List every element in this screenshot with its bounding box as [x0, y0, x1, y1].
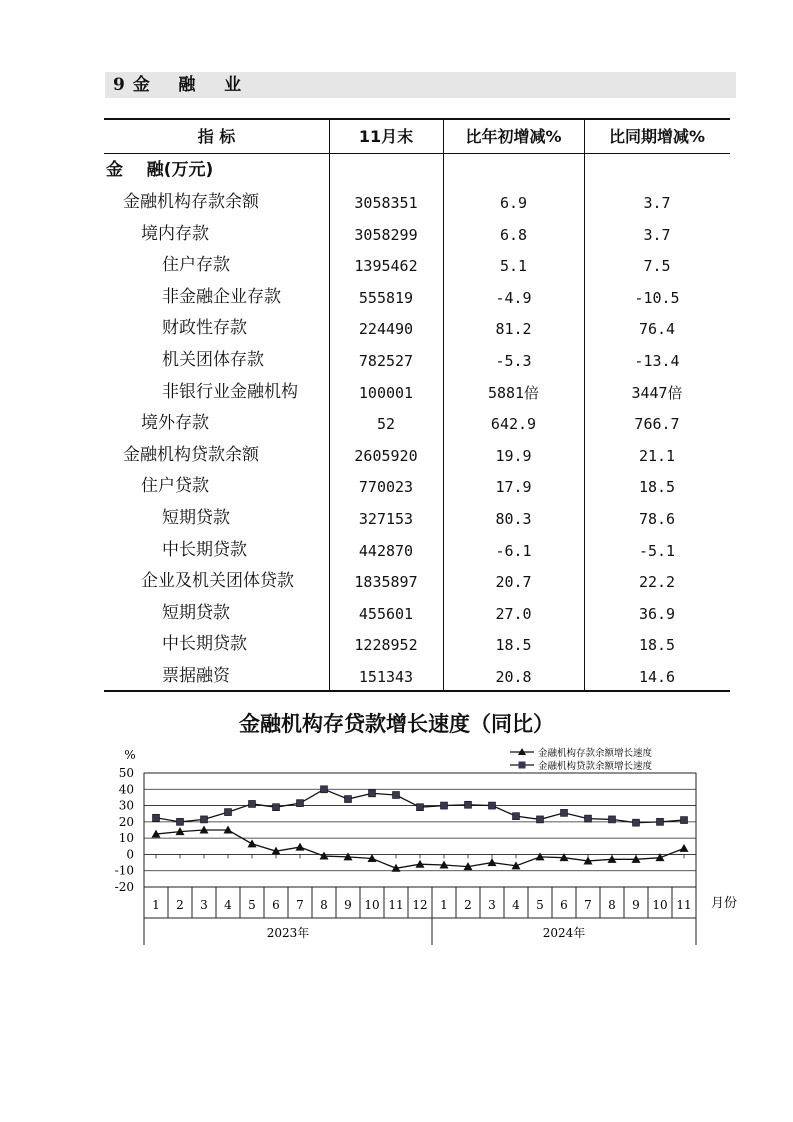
- row-value-v3: 18.5: [638, 478, 676, 497]
- column-header: 比年初增减%: [465, 127, 562, 146]
- legend-marker: [519, 762, 526, 769]
- row-value-v2: 19.9: [495, 446, 532, 465]
- loan-point: [681, 817, 688, 824]
- deposit-point: [176, 827, 185, 835]
- deposit-point: [512, 861, 521, 869]
- loan-point: [489, 802, 496, 809]
- x-tick-label: 9: [344, 898, 352, 912]
- row-value-v3: -13.4: [634, 352, 680, 370]
- row-value-v2: 6.8: [499, 225, 528, 244]
- deposit-point: [248, 839, 257, 847]
- deposit-point: [152, 830, 161, 838]
- loan-point: [609, 816, 616, 823]
- loan-point: [249, 800, 256, 807]
- x-tick-label: 3: [488, 898, 496, 912]
- loan-point: [153, 814, 160, 821]
- row-value-v2: 20.7: [495, 573, 532, 592]
- row-value-v1: 52: [376, 415, 396, 434]
- y-axis-label: %: [124, 748, 136, 762]
- x-axis-label: 月份: [710, 896, 738, 911]
- column-header: 指 标: [197, 127, 236, 146]
- row-value-v1: 151343: [358, 668, 414, 686]
- loan-point: [657, 818, 664, 825]
- row-label: 企业及机关团体贷款: [141, 571, 294, 592]
- loan-point: [393, 791, 400, 798]
- row-label: 住户贷款: [141, 476, 209, 497]
- row-value-v3: -10.5: [634, 288, 680, 307]
- table-header-rule: [104, 153, 730, 154]
- row-value-v1: 782527: [358, 352, 414, 370]
- loan-point: [417, 804, 424, 811]
- loan-point: [297, 800, 304, 807]
- row-value-v3: 22.2: [638, 573, 676, 592]
- year-label: 2024年: [542, 926, 586, 940]
- x-tick-label: 4: [512, 898, 520, 912]
- x-tick-label: 11: [388, 898, 404, 912]
- deposit-point: [584, 856, 593, 864]
- loan-point: [225, 809, 232, 816]
- loan-point: [369, 790, 376, 797]
- legend-marker: [518, 748, 526, 755]
- row-value-v3: 3.7: [643, 225, 671, 244]
- row-label: 金融机构贷款余额: [123, 444, 259, 465]
- x-tick-label: 7: [584, 898, 592, 912]
- deposit-point: [320, 852, 329, 860]
- chart-title: 金融机构存贷款增长速度（同比）: [239, 712, 554, 736]
- row-value-v3: 14.6: [638, 668, 676, 686]
- row-label: 财政性存款: [162, 318, 247, 339]
- deposit-point: [536, 852, 545, 860]
- x-tick-label: 11: [676, 898, 692, 912]
- row-value-v2: 18.5: [495, 636, 532, 655]
- row-label: 非金融企业存款: [162, 286, 281, 307]
- loan-point: [441, 802, 448, 809]
- row-value-v1: 327153: [358, 510, 414, 528]
- series-line: [156, 789, 684, 822]
- plot-frame: [144, 773, 696, 887]
- deposit-point: [440, 861, 449, 869]
- deposit-point: [560, 853, 569, 861]
- x-tick-label: 10: [364, 898, 380, 912]
- row-value-v2: 5881倍: [487, 383, 540, 402]
- row-value-v1: 442870: [358, 541, 414, 560]
- row-value-v2: 81.2: [495, 320, 532, 339]
- deposit-point: [656, 853, 665, 861]
- loan-point: [465, 801, 472, 808]
- row-label: 非银行业金融机构: [162, 381, 298, 402]
- row-value-v2: 17.9: [495, 478, 532, 497]
- row-value-v1: 1228952: [354, 636, 418, 655]
- deposit-point: [488, 858, 497, 866]
- x-tick-label: 6: [272, 898, 280, 912]
- x-tick-label: 8: [608, 898, 616, 912]
- row-value-v1: 770023: [358, 478, 414, 497]
- row-value-v2: 642.9: [490, 415, 537, 434]
- row-value-v3: 18.5: [638, 636, 676, 655]
- loan-point: [585, 815, 592, 822]
- table-bottom-rule: [104, 690, 730, 692]
- row-value-v1: 1835897: [354, 573, 418, 592]
- row-value-v2: -5.3: [495, 352, 532, 370]
- row-label: 境内存款: [141, 223, 209, 244]
- x-tick-label: 12: [412, 898, 428, 912]
- row-label: 中长期贷款: [162, 539, 247, 560]
- row-value-v1: 3058299: [354, 225, 418, 244]
- y-tick-label: 10: [118, 831, 134, 846]
- column-header: 11月末: [358, 127, 414, 146]
- deposit-point: [272, 847, 281, 855]
- group-title: 金 融(万元): [106, 160, 214, 180]
- row-value-v2: -4.9: [495, 288, 532, 307]
- row-label: 短期贷款: [162, 602, 230, 623]
- loan-point: [177, 818, 184, 825]
- loan-point: [273, 804, 280, 811]
- loan-point: [513, 813, 520, 820]
- row-label: 金融机构存款余额: [123, 192, 259, 212]
- row-label: 住户存款: [162, 255, 230, 276]
- row-label: 境外存款: [141, 413, 209, 434]
- loan-point: [561, 809, 568, 816]
- row-value-v3: 21.1: [638, 446, 676, 465]
- y-tick-label: 0: [126, 847, 134, 862]
- row-value-v1: 100001: [358, 383, 414, 402]
- row-value-v1: 3058351: [354, 194, 418, 212]
- y-tick-label: -10: [114, 863, 134, 878]
- row-value-v3: 766.7: [634, 415, 680, 434]
- x-tick-label: 3: [200, 898, 208, 912]
- y-tick-label: 50: [118, 766, 134, 780]
- x-tick-label: 2: [464, 898, 472, 912]
- loan-point: [537, 816, 544, 823]
- x-tick-label: 4: [224, 898, 232, 912]
- loan-point: [633, 819, 640, 826]
- deposit-point: [224, 826, 233, 834]
- row-value-v1: 455601: [358, 604, 414, 623]
- x-tick-label: 5: [248, 898, 256, 912]
- row-label: 中长期贷款: [162, 634, 247, 655]
- row-value-v3: -5.1: [638, 541, 676, 560]
- deposit-point: [392, 864, 401, 872]
- deposit-point: [344, 852, 353, 860]
- row-value-v1: 555819: [358, 288, 414, 307]
- deposit-point: [464, 862, 473, 870]
- x-tick-label: 5: [536, 898, 544, 912]
- row-value-v3: 3447倍: [631, 383, 683, 402]
- deposit-point: [632, 855, 641, 863]
- deposit-point: [416, 860, 425, 868]
- y-tick-label: -20: [114, 880, 134, 894]
- deposit-point: [200, 826, 209, 834]
- legend-label: 金融机构贷款余额增长速度: [538, 761, 653, 772]
- x-tick-label: 1: [440, 898, 448, 912]
- row-value-v3: 7.5: [643, 257, 671, 276]
- loan-point: [321, 786, 328, 793]
- deposit-point: [296, 843, 305, 851]
- y-tick-label: 40: [118, 782, 134, 797]
- x-tick-label: 6: [560, 898, 568, 912]
- row-value-v2: -6.1: [495, 541, 532, 560]
- row-value-v3: 36.9: [638, 604, 676, 623]
- row-label: 票据融资: [162, 666, 230, 686]
- deposit-point: [608, 855, 617, 863]
- section-title: 9 金 融 业: [105, 72, 736, 98]
- x-tick-label: 10: [652, 898, 668, 912]
- row-value-v2: 5.1: [499, 257, 528, 276]
- year-label: 2023年: [266, 926, 310, 940]
- row-label: 机关团体存款: [162, 350, 264, 370]
- deposit-point: [680, 844, 689, 852]
- deposit-point: [368, 854, 377, 862]
- loan-point: [345, 796, 352, 803]
- column-header: 比同期增减%: [608, 127, 706, 146]
- y-tick-label: 20: [118, 814, 134, 829]
- row-value-v2: 20.8: [495, 668, 532, 686]
- row-value-v2: 80.3: [495, 510, 532, 528]
- row-value-v3: 78.6: [638, 510, 676, 528]
- x-tick-label: 7: [296, 898, 304, 912]
- x-tick-label: 1: [152, 898, 160, 912]
- x-tick-label: 8: [320, 898, 328, 912]
- row-value-v1: 224490: [358, 320, 414, 339]
- row-value-v1: 2605920: [354, 446, 418, 465]
- x-tick-label: 9: [632, 898, 640, 912]
- row-value-v2: 6.9: [499, 194, 528, 212]
- row-value-v2: 27.0: [495, 604, 532, 623]
- series-line: [156, 830, 684, 868]
- y-tick-label: 30: [118, 798, 134, 813]
- row-value-v3: 3.7: [643, 194, 671, 212]
- row-value-v1: 1395462: [354, 257, 418, 276]
- x-tick-label: 2: [176, 898, 184, 912]
- legend-label: 金融机构存款余额增长速度: [538, 748, 653, 759]
- loan-point: [201, 816, 208, 823]
- row-label: 短期贷款: [162, 508, 230, 528]
- row-value-v3: 76.4: [638, 320, 676, 339]
- table-top-rule: [104, 118, 730, 120]
